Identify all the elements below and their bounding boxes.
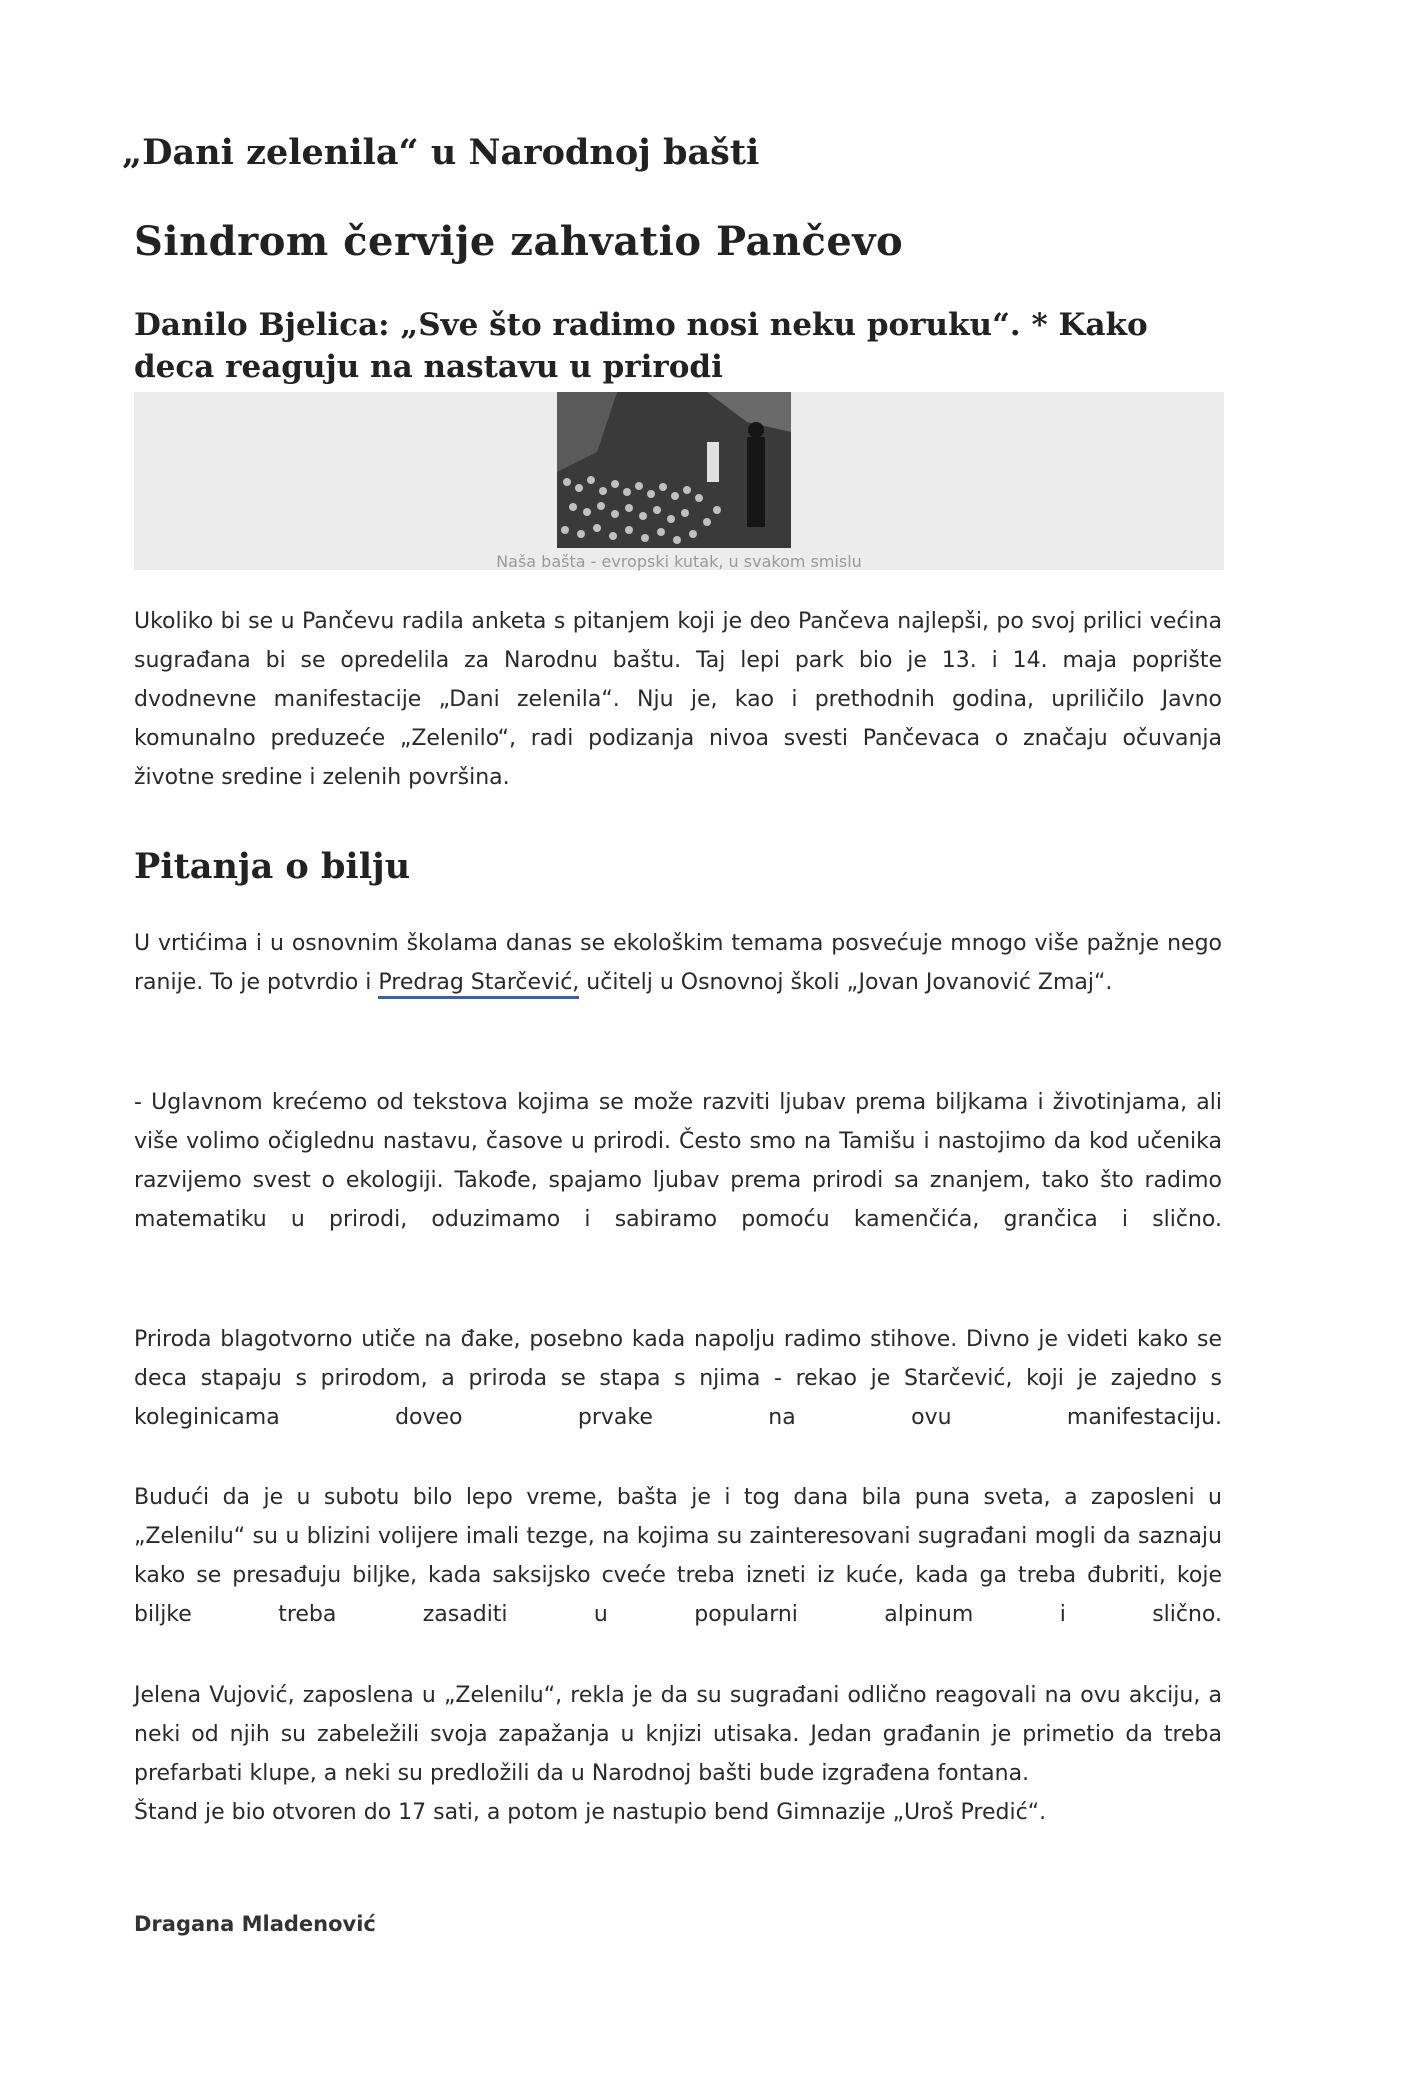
article-author: Dragana Mladenović: [134, 1912, 376, 1936]
paragraph-5: Budući da je u subotu bilo lepo vreme, bašta je i tog dana bila puna sveta, a zaposleni u „Zelenilu“ su u blizini volijere imali tezge, na kojima su zainteresovani sugrađani mogli da saznaju kako se presađuju biljke, kada saksijsko cveće treba izneti iz kuće, kada ga treba đubriti, koje biljke treba zasaditi u popularni alpinum i slično.: [134, 1485, 1222, 1627]
paragraph-2-text-before: U vrtićima i u osnovnim školama danas se ekološkim temama posvećuje mnogo više pažnje nego ranije. To je potvrdio i: [134, 931, 1222, 995]
article-subheadline: Danilo Bjelica: „Sve što radimo nosi neku poruku“. * Kako deca reaguju na nastavu u prirodi: [134, 307, 1148, 385]
paragraph-2: [134, 924, 1222, 1002]
crowd-photo-illustration: [557, 392, 791, 548]
article-kicker: „Dani zelenila“ u Narodnoj bašti: [122, 132, 760, 173]
paragraph-4: Priroda blagotvorno utiče na đake, posebno kada napolju radimo stihove. Divno je videti kako se deca stapaju s prirodom, a priroda se stapa s njima - rekao je Starčević, koji je zajedno s koleginicama doveo prvake na ovu manifestaciju.: [134, 1327, 1222, 1430]
paragraph-3: - Uglavnom krećemo od tekstova kojima se može razviti ljubav prema biljkama i životinjama, ali više volimo očiglednu nastavu, časove u prirodi. Često smo na Tamišu i nastojimo da kod učenika razvijemo svest o ekologiji. Takođe, spajamo ljubav prema prirodi sa znanjem, tako što radimo matematiku u prirodi, oduzimamo i sabiramo pomoću kamenčića, grančica i slično.: [134, 1090, 1222, 1232]
paragraph-2-text-after: učitelj u Osnovnoj školi „Jovan Jovanović Zmaj“.: [579, 970, 1113, 995]
paragraph-6a: Jelena Vujović, zaposlena u „Zelenilu“, rekla je da su sugrađani odlično reagovali na ovu akciju, a neki od njih su zabeležili svoja zapažanja u knjizi utisaka. Jedan građanin je primetio da treba prefarbati klupe, a neki su predložili da u Narodnoj bašti bude izgrađena fontana.: [134, 1683, 1222, 1786]
photo-caption: Naša bašta - evropski kutak, u svakom smislu: [496, 552, 862, 571]
teacher-name-link[interactable]: Predrag Starčević,: [378, 970, 579, 999]
paragraph-6: [134, 1676, 1222, 1832]
intro-paragraph: Ukoliko bi se u Pančevu radila anketa s pitanjem koji je deo Pančeva najlepši, po svoj prilici većina sugrađana bi se opredelila za Narodnu baštu. Taj lepi park bio je 13. i 14. maja poprište dvodnevne manifestacije „Dani zelenila“. Nju je, kao i prethodnih godina, upriličilo Javno komunalno preduzeće „Zelenilo“, radi podizanja nivoa svesti Pančevaca o značaju očuvanja životne sredine i zelenih površina.: [134, 609, 1222, 790]
paragraph-6b: Štand je bio otvoren do 17 sati, a potom je nastupio bend Gimnazije „Uroš Predić“.: [134, 1800, 1047, 1825]
section-title: Pitanja o bilju: [134, 846, 411, 887]
article-headline: Sindrom červije zahvatio Pančevo: [134, 218, 904, 265]
article-photo: [557, 392, 791, 548]
